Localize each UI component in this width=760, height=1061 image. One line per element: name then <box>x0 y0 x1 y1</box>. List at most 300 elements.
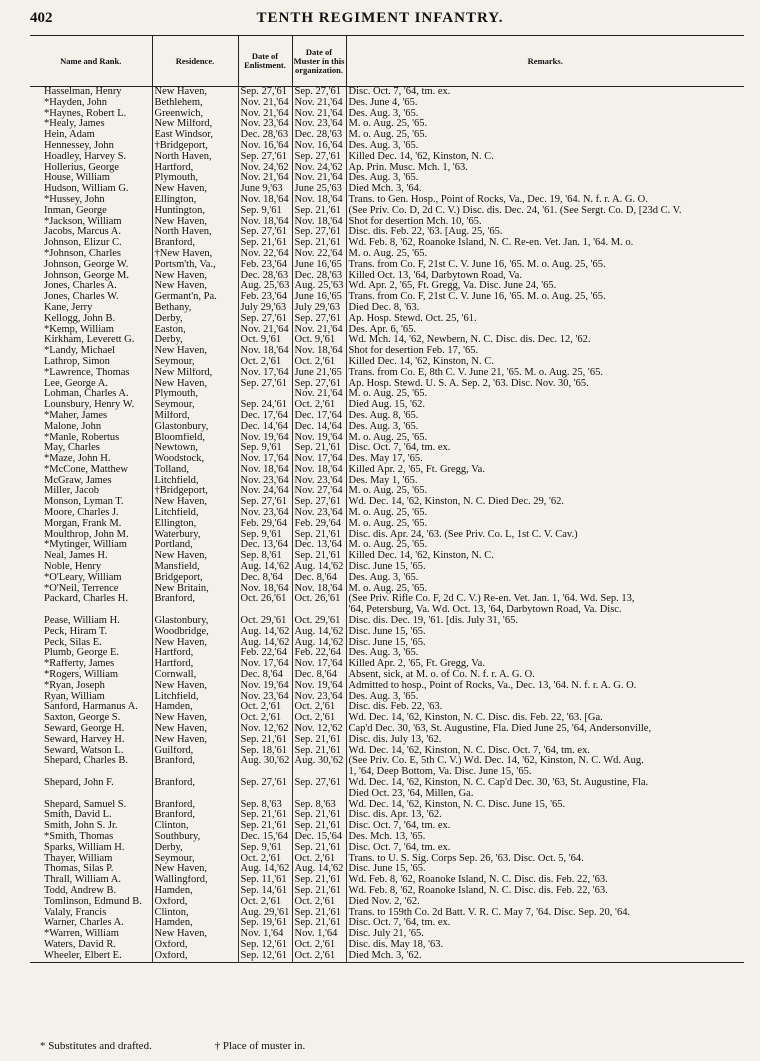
remarks-cell: Wd. Mch. 14, '62, Newbern, N. C. Disc. dis. Dec. 12, '62. <box>346 335 744 346</box>
enlistment-date-cell: Dec. 8,'64 <box>238 670 292 681</box>
remarks-cell: Killed Dec. 14, '62, Kinston, N. C. <box>346 357 744 368</box>
remarks-cell: Admitted to hosp., Point of Rocks, Va., Dec. 13, '64. N. f. r. A. G. O. <box>346 681 744 692</box>
enlistment-date-cell: Sep. 8,'61 <box>238 551 292 562</box>
muster-date-cell: Nov. 27,'64 <box>292 486 346 497</box>
enlistment-date-cell: Dec. 17,'64 <box>238 411 292 422</box>
residence-cell: Woodbridge, <box>152 627 238 638</box>
remarks-cell: Disc. Oct. 7, '64, tm. ex. <box>346 821 744 832</box>
muster-date-cell: Sep. 8,'63 <box>292 800 346 811</box>
name-cell: Johnson, George M. <box>44 270 129 281</box>
enlistment-date-cell: Sep. 9,'61 <box>238 206 292 217</box>
residence-cell: Tolland, <box>152 465 238 476</box>
name-cell: Seward, George H. <box>44 724 125 735</box>
muster-date-cell: Sep. 21,'61 <box>292 843 346 854</box>
name-cell: May, Charles <box>44 443 100 454</box>
name-cell: Sanford, Harmanus A. <box>44 702 138 713</box>
enlistment-date-cell: Nov. 23,'64 <box>238 692 292 703</box>
muster-date-cell: Aug. 14,'62 <box>292 562 346 573</box>
remarks-cell: M. o. Aug. 25, '65. <box>346 508 744 519</box>
residence-cell: Hartford, <box>152 163 238 174</box>
remarks-cell: Killed Apr. 2, '65, Ft. Gregg, Va. <box>346 465 744 476</box>
residence-cell: Easton, <box>152 325 238 336</box>
muster-date-cell: Dec. 17,'64 <box>292 411 346 422</box>
name-cell: Smith, David L. <box>44 810 112 821</box>
name-cell: Hollerius, George <box>44 162 120 173</box>
name-cell: Saxton, George S. <box>44 713 121 724</box>
remarks-cell: Disc. Oct. 7, '64, tm. ex. <box>346 843 744 854</box>
remarks-cell: Wd. Dec. 14, '62, Kinston, N. C. Disc. June 15, '65. <box>346 800 744 811</box>
remarks-cell: Des. Aug. 3, '65. <box>346 692 744 703</box>
muster-date-cell: Nov. 21,'64 <box>292 325 346 336</box>
muster-date-cell: Sep. 21,'61 <box>292 821 346 832</box>
table-row <box>30 368 744 379</box>
name-cell: Lathrop, Simon <box>44 356 110 367</box>
enlistment-date-cell: Oct. 2,'61 <box>238 897 292 908</box>
name-cell: Hein, Adam <box>44 130 95 141</box>
enlistment-date-cell: Nov. 23,'64 <box>238 476 292 487</box>
muster-date-cell: Nov. 23,'64 <box>292 119 346 130</box>
remarks-cell: Disc. dis. July 13, '62. <box>346 735 744 746</box>
muster-date-cell: Nov. 21,'64 <box>292 109 346 120</box>
name-cell: Kane, Jerry <box>44 302 93 313</box>
enlistment-date-cell: Dec. 28,'63 <box>238 271 292 282</box>
name-cell: Kirkham, Leverett G. <box>44 335 135 346</box>
enlistment-date-cell: Feb. 22,'64 <box>238 648 292 659</box>
muster-date-cell: Nov. 16,'64 <box>292 141 346 152</box>
muster-date-cell: Oct. 26,'61 <box>292 594 346 605</box>
enlistment-date-cell: Nov. 24,'62 <box>238 163 292 174</box>
muster-date-cell: Nov. 21,'64 <box>292 98 346 109</box>
residence-cell: Branford, <box>152 756 238 767</box>
muster-date-cell: Feb. 22,'64 <box>292 648 346 659</box>
enlistment-date-cell: Oct. 2,'61 <box>238 702 292 713</box>
enlistment-date-cell: Dec. 15,'64 <box>238 832 292 843</box>
residence-cell: Bethlehem, <box>152 98 238 109</box>
col-header-muster: Date of Muster in this organization. <box>292 36 346 87</box>
name-cell <box>30 789 152 800</box>
name-cell: *Healy, James <box>44 119 105 130</box>
enlistment-date-cell: Sep. 11,'61 <box>238 875 292 886</box>
name-cell: Inman, George <box>44 205 107 216</box>
name-cell: Jones, Charles W. <box>44 292 119 303</box>
enlistment-date-cell: Oct. 2,'61 <box>238 713 292 724</box>
enlistment-date-cell: Oct. 2,'61 <box>238 854 292 865</box>
enlistment-date-cell: Nov. 21,'64 <box>238 98 292 109</box>
remarks-cell: Disc. June 15, '65. <box>346 627 744 638</box>
name-cell: Peck, Silas E. <box>44 637 102 648</box>
muster-date-cell: Sep. 21,'61 <box>292 530 346 541</box>
enlistment-date-cell: Sep. 27,'61 <box>238 152 292 163</box>
muster-date-cell: Nov. 19,'64 <box>292 681 346 692</box>
name-cell: Waters, David R. <box>44 939 117 950</box>
name-cell: *Lawrence, Thomas <box>44 367 130 378</box>
remarks-cell: (See Priv. Rifle Co. F, 2d C. V.) Re-en. Vet. Jan. 1, '64. Wd. Sep. 13, <box>346 594 744 605</box>
enlistment-date-cell: Feb. 29,'64 <box>238 519 292 530</box>
muster-date-cell: Sep. 21,'61 <box>292 886 346 897</box>
remarks-cell: M. o. Aug. 25, '65. <box>346 119 744 130</box>
residence-cell: East Windsor, <box>152 130 238 141</box>
enlistment-date-cell: Dec. 28,'63 <box>238 130 292 141</box>
residence-cell: New Haven, <box>152 638 238 649</box>
muster-date-cell: Sep. 27,'61 <box>292 379 346 390</box>
footnote-muster-place: † Place of muster in. <box>214 1040 306 1052</box>
muster-date-cell: Feb. 29,'64 <box>292 519 346 530</box>
residence-cell: New Haven, <box>152 735 238 746</box>
remarks-cell: Disc. June 15, '65. <box>346 864 744 875</box>
muster-date-cell: Oct. 2,'61 <box>292 854 346 865</box>
muster-date-cell: Nov. 18,'64 <box>292 217 346 228</box>
enlistment-date-cell: Sep. 21,'61 <box>238 810 292 821</box>
name-cell: Neal, James H. <box>44 551 108 562</box>
residence-cell: New Britain, <box>152 584 238 595</box>
remarks-cell: Ap. Hosp. Stewd. Oct. 25, '61. <box>346 314 744 325</box>
residence-cell: Seymour, <box>152 357 238 368</box>
remarks-cell: Disc. dis. Feb. 22, '63. <box>346 702 744 713</box>
enlistment-date-cell: Aug. 14,'62 <box>238 638 292 649</box>
enlistment-date-cell: Nov. 17,'64 <box>238 368 292 379</box>
remarks-cell: Wd. Feb. 8, '62, Roanoke Island, N. C. Disc. dis. Feb. 22, '63. <box>346 886 744 897</box>
table-row <box>30 735 744 746</box>
table-row <box>30 260 744 271</box>
enlistment-date-cell: Nov. 21,'64 <box>238 173 292 184</box>
remarks-cell: Disc. Oct. 7, '64, tm. ex. <box>346 443 744 454</box>
enlistment-date-cell: Sep. 9,'61 <box>238 843 292 854</box>
name-cell: Hasselman, Henry <box>44 86 122 97</box>
name-cell: Moulthrop, John M. <box>44 529 129 540</box>
footnote-substitutes: * Substitutes and drafted. <box>40 1040 152 1052</box>
enlistment-date-cell <box>238 789 292 800</box>
remarks-cell: Disc. dis. May 18, '63. <box>346 940 744 951</box>
residence-cell: Plymouth, <box>152 389 238 400</box>
residence-cell: Clinton, <box>152 821 238 832</box>
name-cell: Hoadley, Harvey S. <box>44 151 127 162</box>
residence-cell: Milford, <box>152 411 238 422</box>
remarks-cell: Died Nov. 2, '62. <box>346 897 744 908</box>
enlistment-date-cell: Sep. 12,'61 <box>238 940 292 951</box>
residence-cell: Branford, <box>152 594 238 605</box>
name-cell: *Johnson, Charles <box>44 248 121 259</box>
residence-cell: Glastonbury, <box>152 616 238 627</box>
col-header-name: Name and Rank. <box>30 36 152 87</box>
remarks-cell: Shot for desertion Feb. 17, '65. <box>346 346 744 357</box>
table-row <box>30 681 744 692</box>
residence-cell: Clinton, <box>152 908 238 919</box>
residence-cell: New Haven, <box>152 724 238 735</box>
residence-cell: Wallingford, <box>152 875 238 886</box>
muster-date-cell: Aug. 14,'62 <box>292 627 346 638</box>
residence-cell: Germant'n, Pa. <box>152 292 238 303</box>
residence-cell: Hartford, <box>152 659 238 670</box>
muster-date-cell: Sep. 21,'61 <box>292 746 346 757</box>
muster-date-cell: Nov. 22,'64 <box>292 249 346 260</box>
enlistment-date-cell: Sep. 9,'61 <box>238 530 292 541</box>
remarks-cell: Des. Aug. 3, '65. <box>346 141 744 152</box>
residence-cell: Ellington, <box>152 195 238 206</box>
remarks-cell: Wd. Dec. 14, '62, Kinston, N. C. Disc. dis. Feb. 22, '63. [Ga. <box>346 713 744 724</box>
remarks-cell: 1, '64, Deep Bottom, Va. Disc. June 15, '65. <box>346 767 744 778</box>
enlistment-date-cell: Aug. 14,'62 <box>238 864 292 875</box>
residence-cell: Hamden, <box>152 886 238 897</box>
enlistment-date-cell: Nov. 23,'64 <box>238 508 292 519</box>
residence-cell: Branford, <box>152 778 238 789</box>
col-header-remarks: Remarks. <box>346 36 744 87</box>
enlistment-date-cell: Nov. 18,'64 <box>238 346 292 357</box>
remarks-cell: Killed Dec. 14, '62, Kinston, N. C. <box>346 551 744 562</box>
muster-date-cell: June 25,'63 <box>292 184 346 195</box>
muster-date-cell: Nov. 23,'64 <box>292 692 346 703</box>
muster-date-cell: Nov. 21,'64 <box>292 389 346 400</box>
remarks-cell: Died Oct. 23, '64, Millen, Ga. <box>346 789 744 800</box>
remarks-cell: M. o. Aug. 25, '65. <box>346 540 744 551</box>
name-cell: *Hayden, John <box>44 97 107 108</box>
muster-date-cell: Dec. 15,'64 <box>292 832 346 843</box>
header-row <box>30 36 744 87</box>
remarks-cell: Des. Aug. 3, '65. <box>346 573 744 584</box>
remarks-cell: Des. Aug. 3, '65. <box>346 648 744 659</box>
enlistment-date-cell <box>238 389 292 400</box>
muster-date-cell: Sep. 27,'61 <box>292 227 346 238</box>
residence-cell: New Haven, <box>152 929 238 940</box>
name-cell <box>30 605 152 616</box>
residence-cell: New Haven, <box>152 87 238 98</box>
name-cell: *Landy, Michael <box>44 346 116 357</box>
residence-cell: Hartford, <box>152 648 238 659</box>
name-cell: Lounsbury, Henry W. <box>44 400 135 411</box>
name-cell: Peck, Hiram T. <box>44 626 108 637</box>
remarks-cell: M. o. Aug. 25, '65. <box>346 433 744 444</box>
muster-date-cell: Oct. 2,'61 <box>292 400 346 411</box>
muster-date-cell: Nov. 18,'64 <box>292 465 346 476</box>
name-cell: Lohman, Charles A. <box>44 389 129 400</box>
remarks-cell: (See Priv. Co. E, 5th C. V.) Wd. Dec. 14, '62, Kinston, N. C. Wd. Aug. <box>346 756 744 767</box>
remarks-cell: M. o. Aug. 25, '65. <box>346 130 744 141</box>
muster-date-cell: Oct. 2,'61 <box>292 897 346 908</box>
muster-date-cell <box>292 767 346 778</box>
residence-cell: North Haven, <box>152 152 238 163</box>
residence-cell: Huntington, <box>152 206 238 217</box>
name-cell: Shepard, Charles B. <box>44 756 128 767</box>
muster-date-cell: Sep. 27,'61 <box>292 778 346 789</box>
residence-cell: Greenwich, <box>152 109 238 120</box>
name-cell: Todd, Andrew B. <box>44 885 117 896</box>
enlistment-date-cell: Sep. 27,'61 <box>238 778 292 789</box>
name-cell: Jones, Charles A. <box>44 281 117 292</box>
enlistment-date-cell: Aug. 30,'62 <box>238 756 292 767</box>
table-row <box>30 206 744 217</box>
remarks-cell: Cap'd Dec. 30, '63, St. Augustine, Fla. Died June 25, '64, Andersonville, <box>346 724 744 735</box>
residence-cell: Branford, <box>152 238 238 249</box>
muster-date-cell: Sep. 21,'61 <box>292 810 346 821</box>
muster-date-cell: Nov. 21,'64 <box>292 173 346 184</box>
residence-cell: Cornwall, <box>152 670 238 681</box>
muster-date-cell: Oct. 2,'61 <box>292 357 346 368</box>
muster-date-cell: Nov. 23,'64 <box>292 508 346 519</box>
muster-date-cell: Sep. 21,'61 <box>292 875 346 886</box>
residence-cell: Bridgeport, <box>152 573 238 584</box>
residence-cell <box>152 605 238 616</box>
remarks-cell: Disc. dis. Dec. 19, '61. [dis. July 31, '65. <box>346 616 744 627</box>
enlistment-date-cell: Sep. 8,'63 <box>238 800 292 811</box>
residence-cell: Litchfield, <box>152 692 238 703</box>
name-cell: Noble, Henry <box>44 562 102 573</box>
name-cell: Moore, Charles J. <box>44 508 119 519</box>
enlistment-date-cell: Sep. 24,'61 <box>238 400 292 411</box>
remarks-cell: Died Mch. 3, '62. <box>346 951 744 962</box>
muster-date-cell: Sep. 27,'61 <box>292 497 346 508</box>
residence-cell <box>152 789 238 800</box>
residence-cell: Litchfield, <box>152 508 238 519</box>
name-cell: *Smith, Thomas <box>44 831 114 842</box>
enlistment-date-cell: Nov. 19,'64 <box>238 681 292 692</box>
name-cell: Sparks, William H. <box>44 842 125 853</box>
residence-cell: Portsm'th, Va., <box>152 260 238 271</box>
remarks-cell: Disc. July 21, '65. <box>346 929 744 940</box>
muster-date-cell: Sep. 21,'61 <box>292 735 346 746</box>
muster-date-cell: Sep. 21,'61 <box>292 206 346 217</box>
residence-cell: Derby, <box>152 335 238 346</box>
roster-table <box>30 35 744 963</box>
residence-cell: Woodstock, <box>152 454 238 465</box>
enlistment-date-cell: Nov. 18,'64 <box>238 217 292 228</box>
residence-cell: Oxford, <box>152 951 238 962</box>
residence-cell <box>152 767 238 778</box>
enlistment-date-cell: Sep. 21,'61 <box>238 238 292 249</box>
enlistment-date-cell: Oct. 2,'61 <box>238 357 292 368</box>
name-cell: *Ryan, Joseph <box>44 680 105 691</box>
residence-cell: Waterbury, <box>152 530 238 541</box>
muster-date-cell: Nov. 17,'64 <box>292 659 346 670</box>
residence-cell: Hamden, <box>152 702 238 713</box>
residence-cell: Seymour, <box>152 400 238 411</box>
residence-cell: Derby, <box>152 843 238 854</box>
enlistment-date-cell: Dec. 8,'64 <box>238 573 292 584</box>
muster-date-cell: Sep. 27,'61 <box>292 87 346 98</box>
remarks-cell: Wd. Dec. 14, '62, Kinston, N. C. Cap'd Dec. 30, '63, St. Augustine, Fla. <box>346 778 744 789</box>
residence-cell: North Haven, <box>152 227 238 238</box>
remarks-cell: Des. Aug. 8, '65. <box>346 411 744 422</box>
name-cell: House, William <box>44 173 110 184</box>
remarks-cell: M. o. Aug. 25, '65. <box>346 519 744 530</box>
muster-date-cell: Sep. 21,'61 <box>292 908 346 919</box>
enlistment-date-cell: Dec. 13,'64 <box>238 540 292 551</box>
remarks-cell: Wd. Feb. 8, '62, Roanoke Island, N. C. Disc. dis. Feb. 22, '63. <box>346 875 744 886</box>
muster-date-cell: Nov. 1,'64 <box>292 929 346 940</box>
muster-date-cell: Dec. 8,'64 <box>292 573 346 584</box>
residence-cell: Litchfield, <box>152 476 238 487</box>
remarks-cell: Des. Apr. 6, '65. <box>346 325 744 336</box>
remarks-cell: Disc. June 15, '65. <box>346 562 744 573</box>
remarks-cell: Shot for desertion Mch. 10, '65. <box>346 217 744 228</box>
muster-date-cell: Nov. 17,'64 <box>292 454 346 465</box>
residence-cell: New Haven, <box>152 864 238 875</box>
remarks-cell: Killed Apr. 2, '65, Ft. Gregg, Va. <box>346 659 744 670</box>
enlistment-date-cell: Dec. 14,'64 <box>238 422 292 433</box>
name-cell: *Kemp, William <box>44 324 114 335</box>
remarks-cell: Des. Mch. 13, '65. <box>346 832 744 843</box>
residence-cell: Ellington, <box>152 519 238 530</box>
name-cell: Seward, Harvey H. <box>44 734 125 745</box>
remarks-cell: M. o. Aug. 25, '65. <box>346 249 744 260</box>
residence-cell: Branford, <box>152 810 238 821</box>
residence-cell: Glastonbury, <box>152 422 238 433</box>
residence-cell: New Haven, <box>152 551 238 562</box>
enlistment-date-cell: Nov. 16,'64 <box>238 141 292 152</box>
name-cell: *Jackson, William <box>44 216 122 227</box>
table-row <box>30 98 744 109</box>
name-cell: Pease, William H. <box>44 616 120 627</box>
residence-cell: Guilford, <box>152 746 238 757</box>
remarks-cell: Died Dec. 8, '63. <box>346 303 744 314</box>
remarks-cell: Ap. Hosp. Stewd. U. S. A. Sep. 2, '63. Disc. Nov. 30, '65. <box>346 379 744 390</box>
residence-cell: Bloomfield, <box>152 433 238 444</box>
remarks-cell: Des. May 17, '65. <box>346 454 744 465</box>
name-cell: *Hussey, John <box>44 194 105 205</box>
muster-date-cell: Dec. 13,'64 <box>292 540 346 551</box>
muster-date-cell: June 21,'65 <box>292 368 346 379</box>
remarks-cell: Ap. Prin. Musc. Mch. 1, '63. <box>346 163 744 174</box>
name-cell: *Manle, Robertus <box>44 432 120 443</box>
enlistment-date-cell: Nov. 19,'64 <box>238 433 292 444</box>
enlistment-date-cell: Sep. 27,'61 <box>238 379 292 390</box>
table-row <box>30 843 744 854</box>
remarks-cell: M. o. Aug. 25, '65. <box>346 389 744 400</box>
enlistment-date-cell: Nov. 12,'62 <box>238 724 292 735</box>
name-cell: Johnson, Elizur C. <box>44 238 122 249</box>
table-row <box>30 314 744 325</box>
enlistment-date-cell: Sep. 18,'61 <box>238 746 292 757</box>
residence-cell: New Haven, <box>152 217 238 228</box>
muster-date-cell <box>292 605 346 616</box>
name-cell: *Rogers, William <box>44 670 119 681</box>
enlistment-date-cell: Nov. 17,'64 <box>238 454 292 465</box>
residence-cell: New Milford, <box>152 119 238 130</box>
enlistment-date-cell: Feb. 23,'64 <box>238 292 292 303</box>
muster-date-cell: Dec. 28,'63 <box>292 271 346 282</box>
enlistment-date-cell: Oct. 26,'61 <box>238 594 292 605</box>
residence-cell: New Haven, <box>152 271 238 282</box>
name-cell: Monson, Lyman T. <box>44 497 124 508</box>
muster-date-cell: Sep. 21,'61 <box>292 238 346 249</box>
remarks-cell: Killed Dec. 14, '62, Kinston, N. C. <box>346 152 744 163</box>
table-row <box>30 951 744 962</box>
enlistment-date-cell: Nov. 1,'64 <box>238 929 292 940</box>
enlistment-date-cell: Aug. 29,'61 <box>238 908 292 919</box>
remarks-cell: Disc. dis. Apr. 24, '63. (See Priv. Co. L, 1st C. V. Cav.) <box>346 530 744 541</box>
muster-date-cell: Aug. 14,'62 <box>292 638 346 649</box>
name-cell: Jacobs, Marcus A. <box>44 227 121 238</box>
remarks-cell: Disc. June 15, '65. <box>346 638 744 649</box>
remarks-cell: Trans. from Co. F, 21st C. V. June 16, '65. M. o. Aug. 25, '65. <box>346 260 744 271</box>
muster-date-cell: Oct. 2,'61 <box>292 713 346 724</box>
name-cell: Plumb, George E. <box>44 648 120 659</box>
name-cell: *Maze, John H. <box>44 454 111 465</box>
name-cell: Miller, Jacob <box>44 486 99 497</box>
footnotes <box>40 1040 740 1052</box>
name-cell: Morgan, Frank M. <box>44 518 122 529</box>
residence-cell: New Haven, <box>152 346 238 357</box>
muster-date-cell: Oct. 2,'61 <box>292 702 346 713</box>
name-cell: *O'Leary, William <box>44 572 122 583</box>
muster-date-cell: Nov. 18,'64 <box>292 195 346 206</box>
remarks-cell: Killed Oct. 13, '64, Darbytown Road, Va. <box>346 271 744 282</box>
muster-date-cell: Sep. 21,'61 <box>292 551 346 562</box>
enlistment-date-cell: Sep. 14,'61 <box>238 886 292 897</box>
remarks-cell: Trans. from Co. E, 8th C. V. June 21, '65. M. o. Aug. 25, '65. <box>346 368 744 379</box>
residence-cell: New Haven, <box>152 184 238 195</box>
remarks-cell: Died Aug. 15, '62. <box>346 400 744 411</box>
name-cell: *Warren, William <box>44 929 119 940</box>
name-cell: Shepard, John F. <box>44 778 114 788</box>
